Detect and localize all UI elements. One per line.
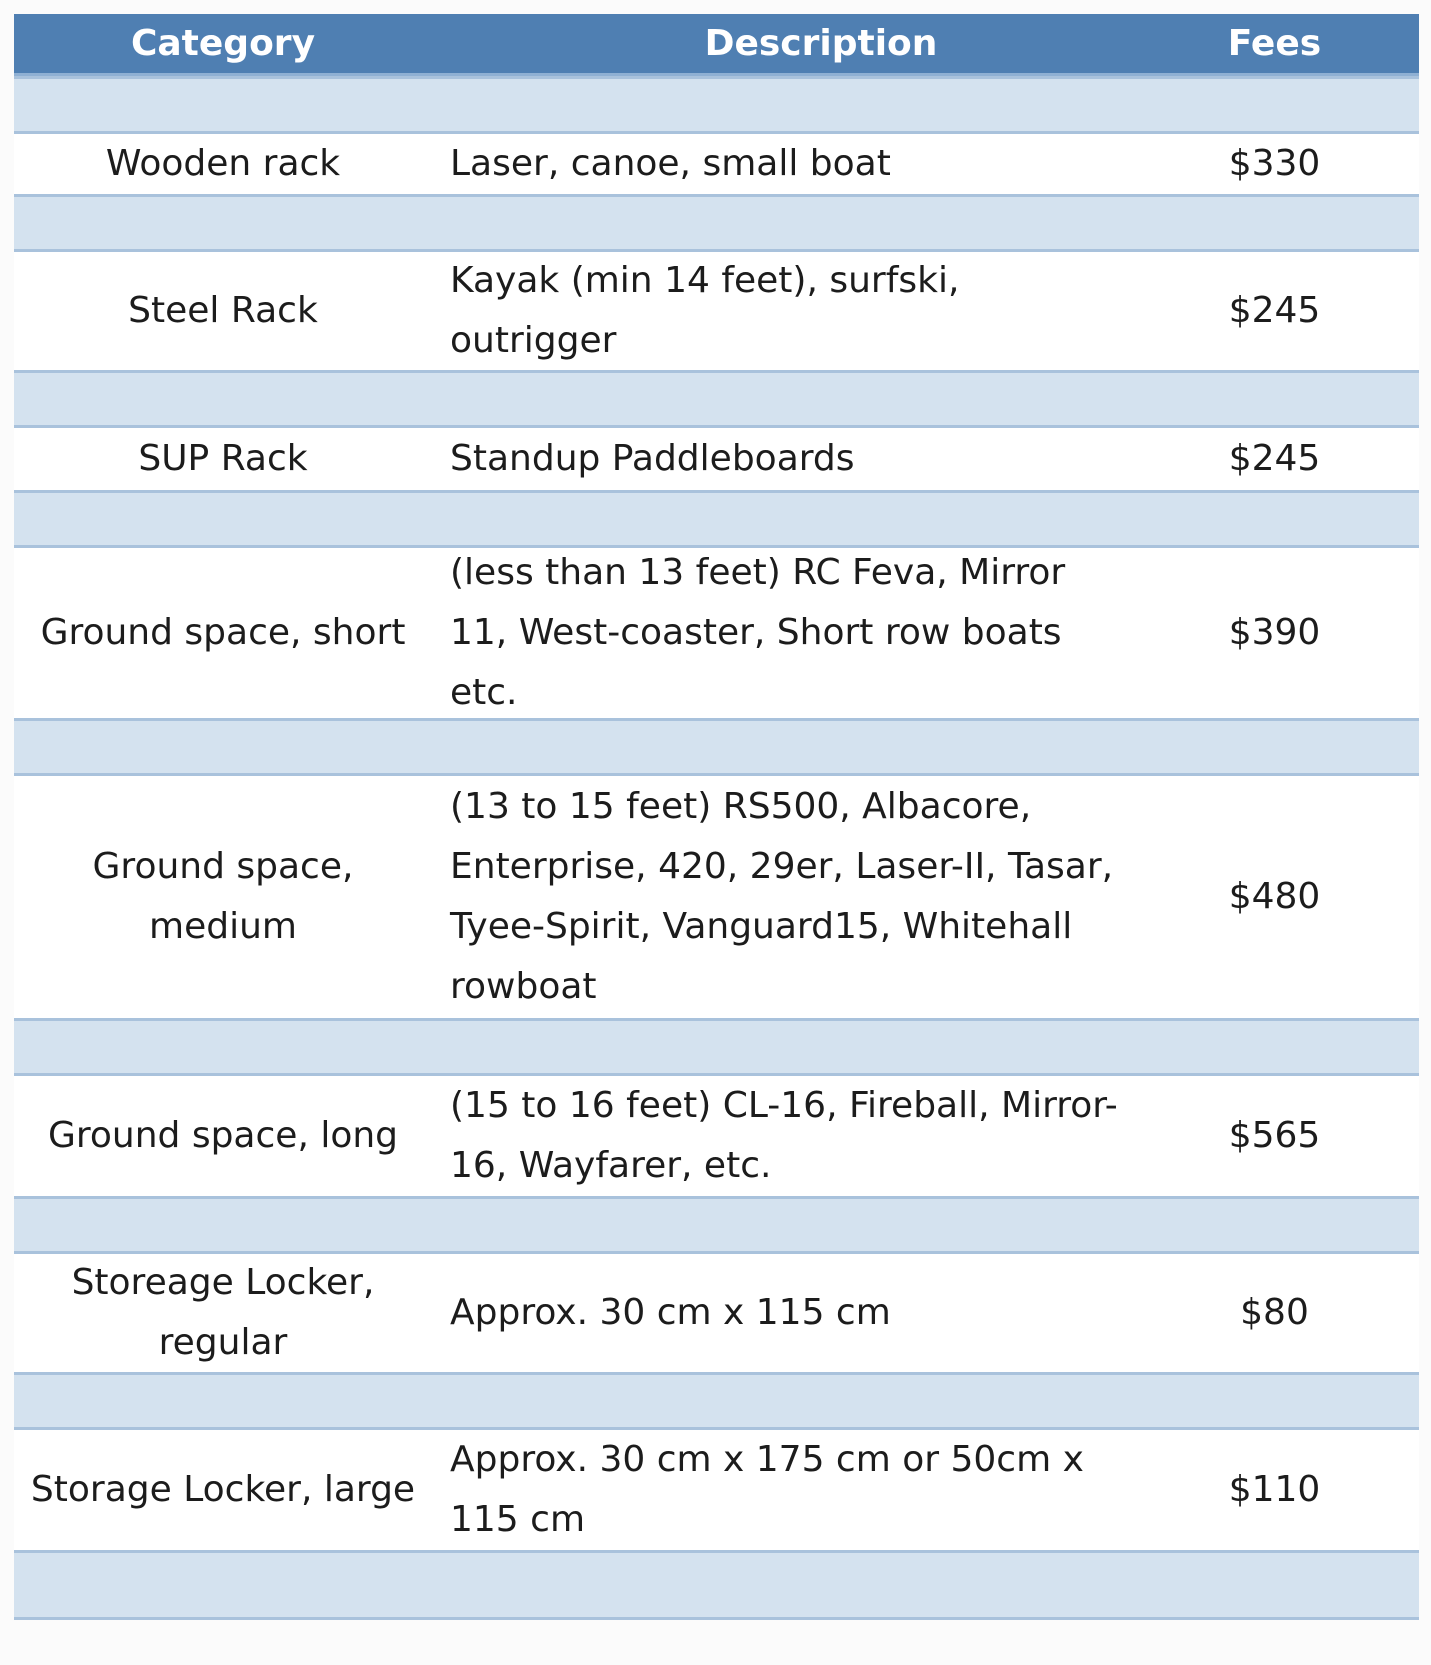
row-1-description: Laser, canoe, small boat bbox=[432, 134, 1140, 194]
row-4-fee: $390 bbox=[1140, 548, 1419, 718]
row-2-fee: $245 bbox=[1140, 252, 1419, 370]
row-3-fee: $245 bbox=[1140, 428, 1419, 490]
row-separator bbox=[14, 76, 1419, 134]
row-6-fee: $565 bbox=[1140, 1076, 1419, 1196]
row-5-category: Ground space, medium bbox=[14, 776, 432, 1018]
row-2-category: Steel Rack bbox=[14, 252, 432, 370]
row-2-description: Kayak (min 14 feet), surfski, outrigger bbox=[432, 252, 1140, 370]
row-separator bbox=[14, 370, 1419, 428]
row-7-description: Approx. 30 cm x 115 cm bbox=[432, 1254, 1140, 1372]
row-separator bbox=[14, 1196, 1419, 1254]
row-7-fee: $80 bbox=[1140, 1254, 1419, 1372]
row-4-category: Ground space, short bbox=[14, 548, 432, 718]
row-separator bbox=[14, 718, 1419, 776]
row-3-category: SUP Rack bbox=[14, 428, 432, 490]
header-description: Description bbox=[432, 14, 1140, 76]
header-category: Category bbox=[14, 14, 432, 76]
row-8-fee: $110 bbox=[1140, 1430, 1419, 1550]
row-5-description: (13 to 15 feet) RS500, Albacore, Enterprise, 420, 29er, Laser-II, Tasar, Tyee-Spirit, Vanguard15, Whitehall rowboat bbox=[432, 776, 1140, 1018]
row-5-fee: $480 bbox=[1140, 776, 1419, 1018]
row-separator bbox=[14, 194, 1419, 252]
row-6-category: Ground space, long bbox=[14, 1076, 432, 1196]
row-6-description: (15 to 16 feet) CL-16, Fireball, Mirror-16, Wayfarer, etc. bbox=[432, 1076, 1140, 1196]
row-8-category: Storage Locker, large bbox=[14, 1430, 432, 1550]
row-4-description: (less than 13 feet) RC Feva, Mirror 11, West-coaster, Short row boats etc. bbox=[432, 548, 1140, 718]
row-8-description: Approx. 30 cm x 175 cm or 50cm x 115 cm bbox=[432, 1430, 1140, 1550]
row-7-category: Storeage Locker, regular bbox=[14, 1254, 432, 1372]
storage-fees-table bbox=[14, 14, 1419, 1620]
row-separator bbox=[14, 1550, 1419, 1620]
row-1-category: Wooden rack bbox=[14, 134, 432, 194]
row-separator bbox=[14, 490, 1419, 548]
row-separator bbox=[14, 1018, 1419, 1076]
row-1-fee: $330 bbox=[1140, 134, 1419, 194]
row-3-description: Standup Paddleboards bbox=[432, 428, 1140, 490]
header-fees: Fees bbox=[1140, 14, 1419, 76]
row-separator bbox=[14, 1372, 1419, 1430]
